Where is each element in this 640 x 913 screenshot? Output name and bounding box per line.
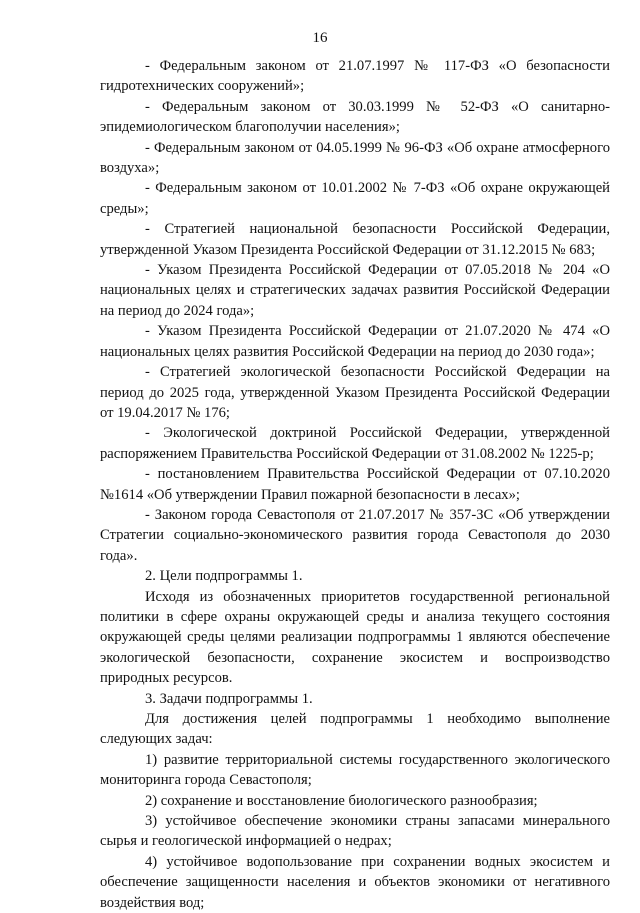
legal-basis-item: - Указом Президента Российской Федерации от 07.05.2018 № 204 «О национальных целях и стратегических задачах развития Российской Федерации на период до 2024 года»; [100,262,610,319]
task-item: 1) развитие территориальной системы государственного экологического мониторинга города Севастополя; [100,751,610,789]
task-item: 2) сохранение и восстановление биологического разнообразия; [145,792,538,809]
goals-paragraph: Исходя из обозначенных приоритетов государственной региональной политики в сфере охраны окружающей среды и анализа текущего состояния окружающей среды целями реализации подпрограммы 1 являются обеспечение экологической безопасности, сохранение экосистем и воспроизводство природных ресурсов. [100,588,610,687]
legal-basis-item: - Федеральным законом от 21.07.1997 № 117-ФЗ «О безопасности гидротехнических сооружений»; [100,58,610,95]
legal-basis-item: - Федеральным законом от 10.01.2002 № 7-ФЗ «Об охране окружающей среды»; [100,180,610,217]
legal-basis-item: - Стратегией экологической безопасности Российской Федерации на период до 2025 года, утвержденной Указом Президента Российской Федерации от 19.04.2017 № 176; [100,364,610,421]
legal-basis-item: - постановлением Правительства Российской Федерации от 07.10.2020 №1614 «Об утверждении Правил пожарной безопасности в лесах»; [100,466,610,503]
legal-basis-item: - Стратегией национальной безопасности Российской Федерации, утвержденной Указом Президента Российской Федерации от 31.12.2015 № 683; [100,221,610,258]
section-heading-tasks: 3. Задачи подпрограммы 1. [145,690,313,707]
legal-basis-item: - Указом Президента Российской Федерации от 21.07.2020 № 474 «О национальных целях развития Российской Федерации на период до 2030 года»; [100,323,610,360]
document-body [100,56,610,913]
page-number: 16 [312,30,328,46]
legal-basis-item: - Федеральным законом от 30.03.1999 № 52-ФЗ «О санитарно-эпидемиологическом благополучии населения»; [100,98,610,136]
legal-basis-item: - Федеральным законом от 04.05.1999 № 96-ФЗ «Об охране атмосферного воздуха»; [100,139,610,177]
legal-basis-item: - Экологической доктриной Российской Федерации, утвержденной распоряжением Правительства Российской Федерации от 31.08.2002 № 1225-р; [100,425,610,462]
task-item: 3) устойчивое обеспечение экономики страны запасами минерального сырья и геологической информацией о недрах; [100,813,610,850]
tasks-intro-paragraph: Для достижения целей подпрограммы 1 необходимо выполнение следующих задач: [100,711,610,748]
section-heading-goals: 2. Цели подпрограммы 1. [145,568,303,585]
task-item: 4) устойчивое водопользование при сохранении водных экосистем и обеспечение защищенности населения и объектов экономики от негативного воздействия вод; [100,853,610,911]
legal-basis-item: - Законом города Севастополя от 21.07.2017 № 357-ЗС «Об утверждении Стратегии социально-экономического развития города Севастополя до 2030 года». [100,506,610,564]
